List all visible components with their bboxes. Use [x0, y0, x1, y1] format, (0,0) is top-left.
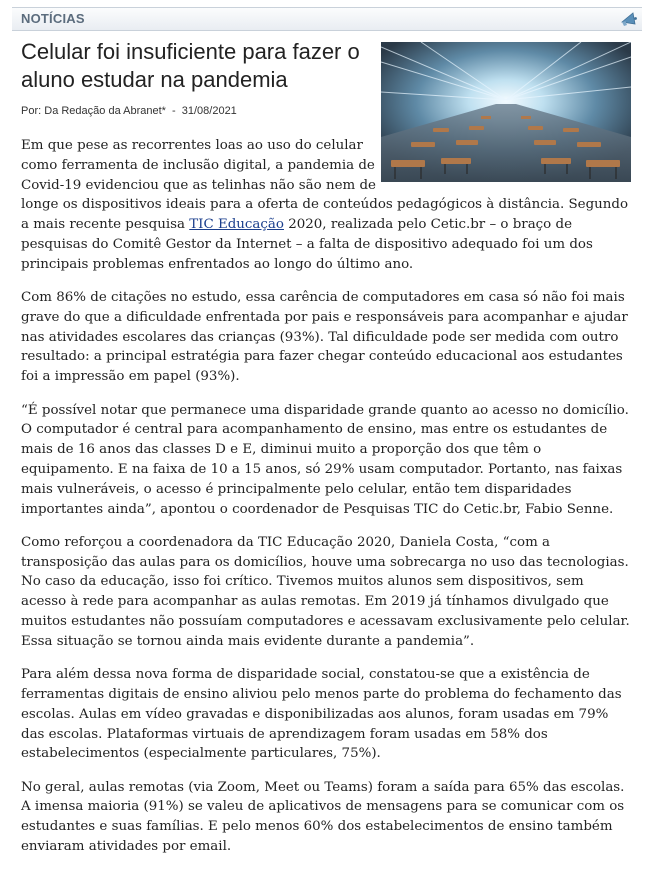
paragraph: Para além dessa nova forma de disparidade social, constatou-se que a existência de ferramentas digitais de ensino aliviou pelo menos parte do problema do fechamento das escolas. Aulas em vídeo gravadas e disponibilizadas aos alunos, foram usadas em 79% das escolas. Plataformas virtuais de aprendizagem foram usadas em 58% dos estabelecimentos (especialmente particulares, 75%).	[21, 667, 622, 762]
byline-author: Da Redação da Abranet*	[44, 105, 166, 117]
byline-prefix: Por:	[21, 105, 42, 117]
paragraph: Como reforçou a coordenadora da TIC Educação 2020, Daniela Costa, “com a transposição das aulas para os domicílios, houve uma sobrecarga no uso das tecnologias. No caso da educação, isso foi crítico. Tivemos muitos alunos sem dispositivos, sem acesso à rede para acompanhar as aulas remotas. Em 2019 já tínhamos divulgado que muitos estudantes não possuíam computadores e acessavam exclusivamente pelo celular. Essa situação se tornou ainda mais evidente durante a pandemia”.	[21, 534, 630, 649]
article-title: Celular foi insuficiente para fazer o aluno estudar na pandemia	[21, 39, 360, 92]
section-title: NOTÍCIAS	[21, 11, 85, 26]
paragraph: Com 86% de citações no estudo, essa carência de computadores em casa só não foi mais grave do que a dificuldade enfrentada por pais e responsáveis para acompanhar e ajudar nas atividades escolares das crianças (93%). Tal dificuldade pode ser medida com outro resultado: a principal estratégia para fazer chegar conteúdo educacional aos estudantes foi a impressão em papel (93%).	[21, 290, 628, 385]
byline	[21, 105, 237, 117]
byline-date: 31/08/2021	[181, 105, 237, 117]
tic-educacao-link[interactable]: TIC Educação	[189, 217, 284, 233]
article-body	[21, 136, 631, 870]
paragraph-intro: Em que pese as recorrentes loas ao uso do celular como ferramenta de inclusão digital, a pandemia de Covid-19 evidenciou que as telinhas não são nem de longe os dispositivos ideais para a oferta de conteúdos pedagógicos à distância. Segundo a mais recente pesquisa TIC Educação 2020, realizada pelo Cetic.br – o braço de pesquisas do Comitê Gestor da Internet – a falta de dispositivo adequado foi um dos principais problemas enfrentados ao longo do último ano.	[21, 138, 629, 272]
section-header	[12, 7, 642, 31]
megaphone-icon	[618, 8, 640, 30]
byline-separator: -	[172, 105, 176, 117]
paragraph: “É possível notar que permanece uma disparidade grande quanto ao acesso no domicílio. O computador é central para acompanhamento de ensino, mas entre os estudantes de mais de 16 anos das classes D e E, diminui muito a proporção dos que têm o equipamento. E na faixa de 10 a 15 anos, só 29% usam computador. Portanto, nas faixas mais vulneráveis, o acesso é principalmente pelo celular, então tem disparidades importantes ainda”, apontou o coordenador de Pesquisas TIC do Cetic.br, Fabio Senne.	[21, 402, 629, 517]
paragraph: No geral, aulas remotas (via Zoom, Meet ou Teams) foram a saída para 65% das escolas. A imensa maioria (91%) se valeu de aplicativos de mensagens para se comunicar com os estudantes e suas famílias. E pelo menos 60% dos estabelecimentos de ensino também enviaram atividades por email.	[21, 779, 625, 854]
